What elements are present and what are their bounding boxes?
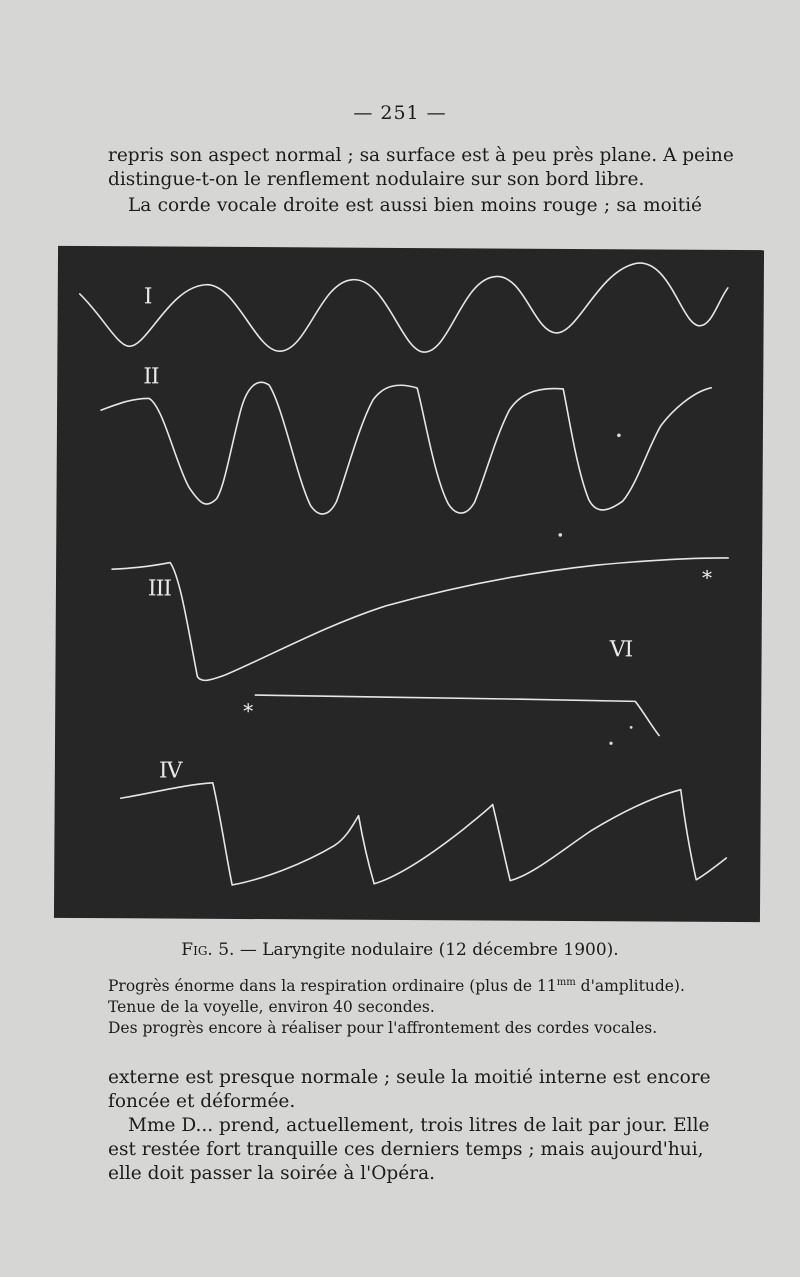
trace-label-ii: II	[143, 364, 159, 390]
note-line: Des progrès encore à réaliser pour l'affrontement des cordes vocales.	[108, 1019, 658, 1038]
note-text: Progrès énorme dans la respiration ordinaire (plus de 11	[108, 977, 557, 996]
paragraph-bottom-1	[108, 1066, 711, 1114]
text-line: Mme D... prend, actuellement, trois litres de lait par jour. Elle	[128, 1115, 710, 1136]
trace-i	[79, 260, 728, 354]
paragraph-bottom-2	[108, 1114, 710, 1186]
figure-tracings	[54, 246, 764, 922]
trace-iv	[120, 782, 727, 888]
trace-vi	[255, 695, 659, 735]
trace-ii	[100, 381, 711, 516]
trace-label-iii: III	[147, 576, 172, 602]
figure-caption	[0, 940, 800, 960]
trace-label-vi: VI	[609, 637, 633, 663]
trace-label-i: I	[143, 284, 152, 310]
trace-label-iv: IV	[158, 758, 182, 784]
text-line: elle doit passer la soirée à l'Opéra.	[108, 1163, 435, 1184]
note-unit: mm	[556, 977, 576, 988]
text-line: externe est presque normale ; seule la moitié interne est encore	[108, 1067, 711, 1088]
trace-iii	[111, 554, 728, 683]
dust-dot	[558, 533, 562, 537]
figure-number: Fig. 5.	[181, 940, 235, 960]
note-line	[108, 972, 728, 997]
text-line: est restée fort tranquille ces derniers temps ; mais aujourd'hui,	[108, 1139, 704, 1160]
text-line: La corde vocale droite est aussi bien moins rouge ; sa moitié	[128, 195, 702, 216]
text-line: foncée et déformée.	[108, 1091, 296, 1112]
text-line: distingue-t-on le renflement nodulaire sur son bord libre.	[108, 169, 645, 190]
dust-dot	[609, 742, 612, 745]
asterisk-mark: *	[243, 698, 254, 724]
dust-dot	[617, 433, 621, 437]
page-number: — 251 —	[353, 102, 447, 124]
figure-notes	[108, 972, 728, 1039]
note-text: d'amplitude).	[575, 977, 685, 996]
dust-dot	[630, 726, 633, 729]
paragraph-top	[108, 144, 734, 192]
asterisk-mark: *	[701, 565, 713, 590]
text-line: repris son aspect normal ; sa surface est à peu près plane. A peine	[108, 145, 734, 166]
figure-title: — Laryngite nodulaire (12 décembre 1900).	[239, 940, 619, 960]
note-line: Tenue de la voyelle, environ 40 secondes.	[108, 998, 435, 1017]
paragraph-top-2	[108, 194, 702, 218]
